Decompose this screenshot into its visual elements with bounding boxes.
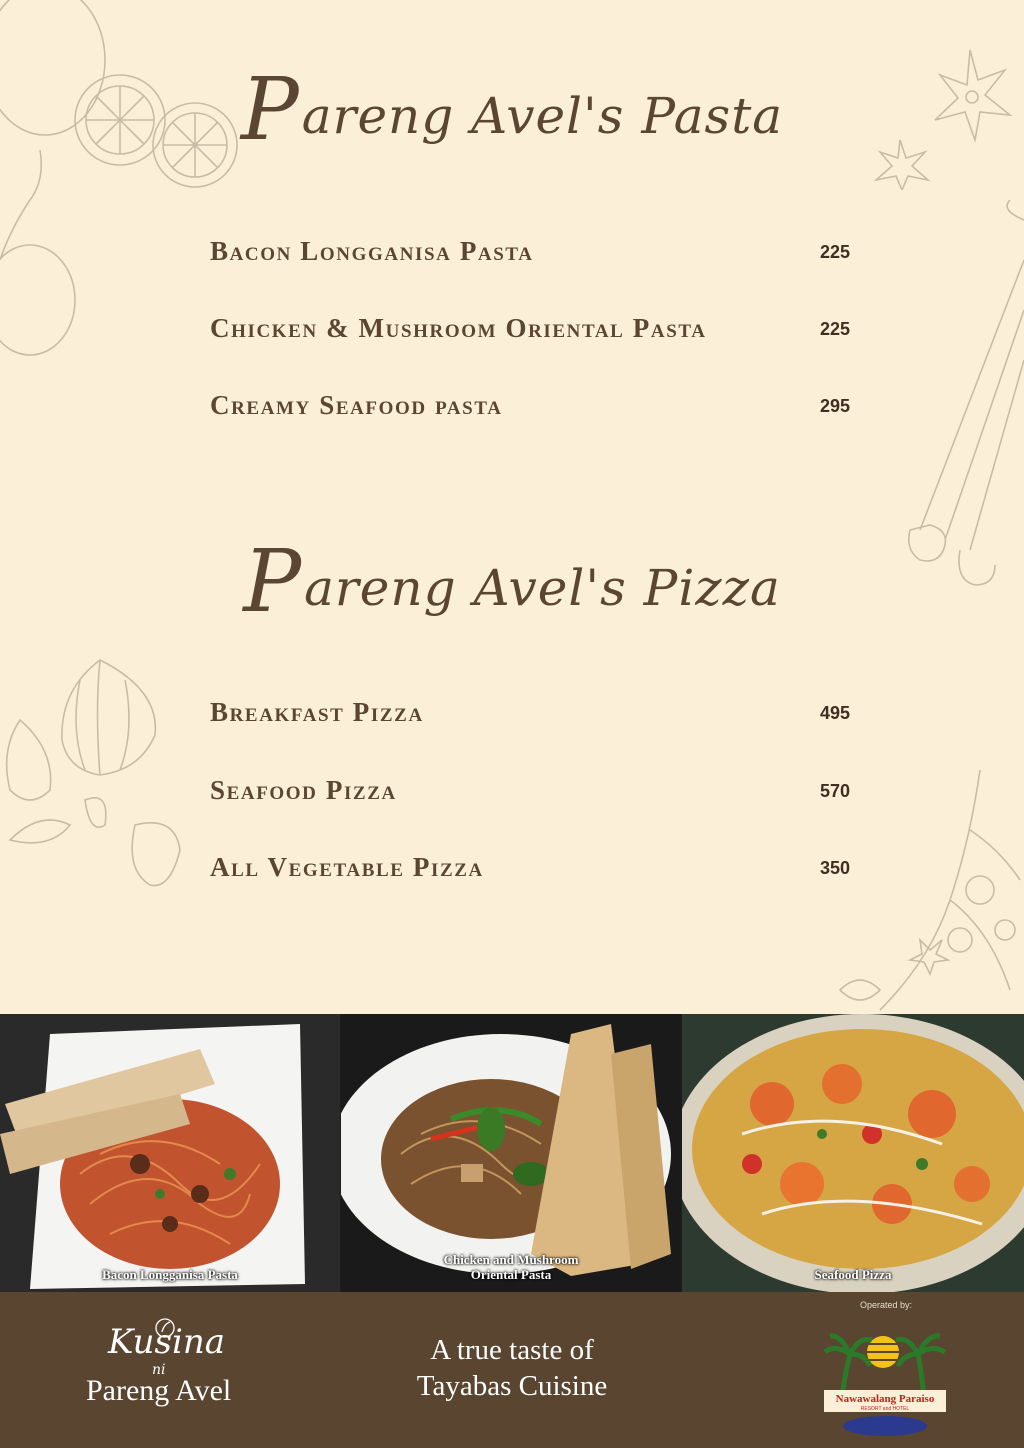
menu-item-row: [210, 697, 860, 737]
menu-item-price: 350: [820, 858, 851, 878]
menu-item-row: [210, 390, 860, 430]
photo-caption: Bacon Longganisa Pasta: [102, 1267, 238, 1282]
tagline-line: A true taste of: [430, 1334, 594, 1366]
menu-item-name: All Vegetable Pizza: [210, 852, 484, 882]
pasta-title-text: areng Avel's Pasta: [301, 87, 784, 145]
pasta-section-title: [0, 60, 1024, 160]
tagline: [380, 1332, 644, 1404]
bacon-longganisa-pasta-photo: [0, 1014, 340, 1292]
menu-item-price: 225: [820, 319, 851, 339]
pizza-title-text: areng Avel's Pizza: [304, 559, 781, 617]
pizza-image: [682, 1014, 1024, 1292]
logo-text: Pareng Avel: [86, 1374, 232, 1407]
pasta-plate-image: [341, 1014, 681, 1292]
kusina-ni-pareng-avel-logo: [82, 1314, 282, 1434]
nawawalang-paraiso-logo: [820, 1314, 950, 1444]
menu-item-price: 570: [820, 781, 851, 801]
pizza-section-title: [0, 532, 1024, 632]
menu-item-name: Chicken & Mushroom Oriental Pasta: [210, 313, 707, 343]
menu-item-row: [210, 775, 860, 815]
pizza-title-initial: P: [243, 532, 303, 632]
menu-item-price: 295: [820, 396, 851, 416]
food-photo-strip: [0, 1014, 1024, 1292]
menu-item-price: 495: [820, 703, 851, 723]
tagline-line: Tayabas Cuisine: [416, 1370, 608, 1402]
pasta-title-initial: P: [240, 60, 300, 160]
partner-logo-name: Nawawalang Paraiso: [835, 1393, 935, 1405]
photo-caption: [341, 1252, 681, 1282]
menu-item-row: [210, 236, 860, 276]
menu-item-row: [210, 852, 860, 892]
logo-text: ni: [152, 1362, 166, 1378]
menu-item-row: [210, 313, 860, 353]
menu-item-name: Bacon Longganisa Pasta: [210, 236, 534, 266]
menu-item-name: Creamy Seafood pasta: [210, 390, 503, 420]
partner-logo-subtitle: RESORT and HOTEL: [860, 1406, 910, 1412]
menu-item-name: Breakfast Pizza: [210, 697, 424, 727]
photo-caption: Seafood Pizza: [814, 1267, 892, 1282]
pasta-plate-image: [0, 1014, 340, 1292]
footer-bar: [0, 1292, 1024, 1448]
caption-line: Chicken and Mushroom: [443, 1252, 579, 1267]
seafood-pizza-photo: [682, 1014, 1024, 1292]
menu-item-name: Seafood Pizza: [210, 775, 397, 805]
logo-text: Kusina: [108, 1322, 226, 1362]
garlic-sketch-illustration: [0, 650, 200, 900]
caption-line: Oriental Pasta: [470, 1267, 552, 1282]
menu-item-price: 225: [820, 242, 851, 262]
chicken-mushroom-pasta-photo: [341, 1014, 681, 1292]
operated-by-label: Operated by:: [859, 1300, 913, 1310]
